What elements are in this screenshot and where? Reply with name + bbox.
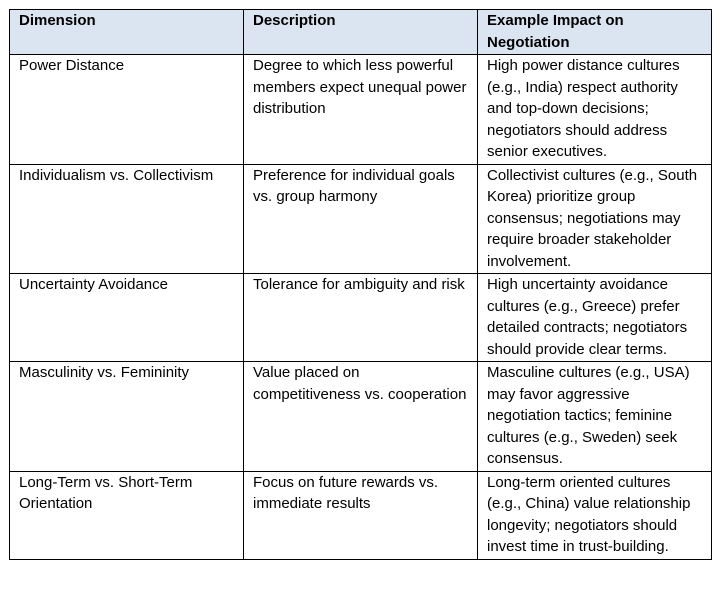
table-row bbox=[10, 55, 712, 165]
cultural-dimensions-table bbox=[9, 9, 712, 560]
cell-description: Degree to which less powerful members expect unequal power distribution bbox=[244, 55, 478, 165]
cell-impact: Long-term oriented cultures (e.g., China) value relationship longevity; negotiators should invest time in trust-building. bbox=[478, 471, 712, 559]
cell-description: Tolerance for ambiguity and risk bbox=[244, 274, 478, 362]
table-header-row bbox=[10, 10, 712, 55]
cell-dimension: Long-Term vs. Short-Term Orientation bbox=[10, 471, 244, 559]
table-row bbox=[10, 164, 712, 274]
cell-impact: Masculine cultures (e.g., USA) may favor aggressive negotiation tactics; feminine cultures (e.g., Sweden) seek consensus. bbox=[478, 362, 712, 472]
table-row bbox=[10, 274, 712, 362]
header-description: Description bbox=[244, 10, 478, 55]
cell-impact: Collectivist cultures (e.g., South Korea) prioritize group consensus; negotiations may require broader stakeholder involvement. bbox=[478, 164, 712, 274]
cell-impact: High uncertainty avoidance cultures (e.g., Greece) prefer detailed contracts; negotiators should provide clear terms. bbox=[478, 274, 712, 362]
cell-description: Preference for individual goals vs. group harmony bbox=[244, 164, 478, 274]
cell-dimension: Individualism vs. Collectivism bbox=[10, 164, 244, 274]
cell-dimension: Uncertainty Avoidance bbox=[10, 274, 244, 362]
table-row bbox=[10, 471, 712, 559]
header-dimension: Dimension bbox=[10, 10, 244, 55]
table-row bbox=[10, 362, 712, 472]
header-impact: Example Impact on Negotiation bbox=[478, 10, 712, 55]
cell-dimension: Power Distance bbox=[10, 55, 244, 165]
cell-description: Value placed on competitiveness vs. cooperation bbox=[244, 362, 478, 472]
cell-description: Focus on future rewards vs. immediate results bbox=[244, 471, 478, 559]
cell-dimension: Masculinity vs. Femininity bbox=[10, 362, 244, 472]
cell-impact: High power distance cultures (e.g., India) respect authority and top-down decisions; negotiators should address senior executives. bbox=[478, 55, 712, 165]
